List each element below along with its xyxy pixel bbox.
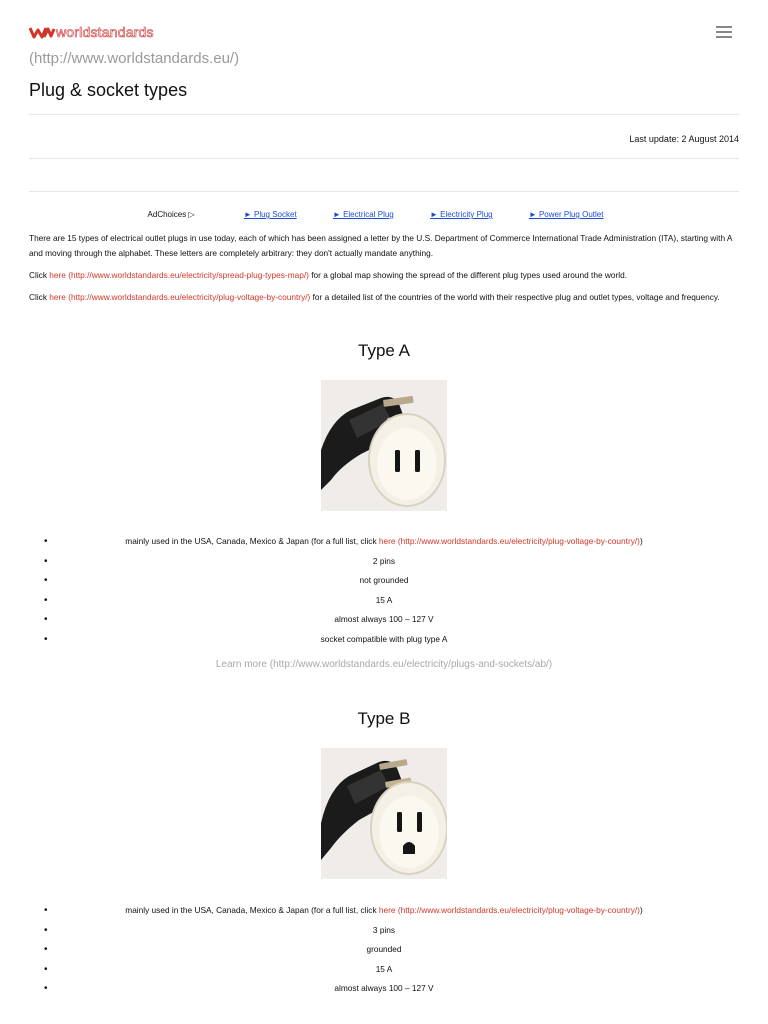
last-update: Last update: 2 August 2014 bbox=[629, 134, 739, 144]
bullet-dot-icon: • bbox=[44, 614, 48, 625]
worldstandards-logo-icon bbox=[29, 25, 55, 39]
list-item bbox=[0, 630, 768, 650]
type-a-learn-more-link[interactable]: Learn more (http://www.worldstandards.eu/electricity/plugs-and-sockets/ab/) bbox=[215, 659, 553, 670]
list-item bbox=[0, 532, 768, 552]
list-item bbox=[0, 571, 768, 591]
ad-link-plug-socket[interactable]: ► Plug Socket bbox=[243, 210, 297, 219]
bullet-text: socket compatible with plug type A bbox=[320, 633, 448, 644]
hamburger-menu-icon[interactable] bbox=[716, 26, 732, 40]
page-title: Plug & socket types bbox=[29, 80, 188, 100]
map-paragraph-prefix: Click bbox=[29, 270, 50, 280]
ad-link-electricity-plug[interactable]: ► Electricity Plug bbox=[429, 210, 493, 219]
bullet-dot-icon: • bbox=[44, 594, 48, 606]
bullet-text: ) bbox=[639, 905, 643, 915]
bullet-dot-icon: • bbox=[44, 633, 48, 645]
list-item bbox=[0, 591, 768, 611]
countries-link[interactable]: here (http://www.worldstandards.eu/electricity/plug-voltage-by-country/) bbox=[49, 292, 311, 302]
list-item bbox=[0, 552, 768, 572]
bullet-text: 15 A bbox=[375, 963, 393, 974]
list-item bbox=[0, 610, 768, 630]
divider bbox=[29, 114, 739, 115]
countries-paragraph-suffix: for a detailed list of the countries of the world with their respective plug and outlet types, voltage and frequency. bbox=[310, 292, 720, 302]
bullet-dot-icon: • bbox=[44, 575, 48, 586]
list-item bbox=[0, 940, 768, 960]
list-item bbox=[0, 901, 768, 921]
divider bbox=[29, 158, 739, 159]
list-item bbox=[0, 979, 768, 999]
bullet-dot-icon: • bbox=[44, 536, 48, 547]
ad-link-electrical-plug[interactable]: ► Electrical Plug bbox=[332, 210, 394, 219]
map-link[interactable]: here (http://www.worldstandards.eu/electricity/spread-plug-types-map/) bbox=[49, 270, 309, 280]
ad-link-power-plug-outlet[interactable]: ► Power Plug Outlet bbox=[528, 210, 604, 219]
ad-links-row bbox=[0, 210, 768, 219]
logo-url-link[interactable]: (http://www.worldstandards.eu/) bbox=[29, 50, 240, 67]
list-item bbox=[0, 921, 768, 941]
plug-voltage-link[interactable]: here (http://www.worldstandards.eu/electricity/plug-voltage-by-country/) bbox=[378, 905, 640, 915]
type-b-bullet-list bbox=[0, 901, 768, 999]
adchoices-label[interactable]: AdChoices ▷ bbox=[147, 210, 195, 219]
bullet-text: mainly used in the USA, Canada, Mexico & Japan (for a full list, click bbox=[125, 905, 379, 915]
countries-paragraph bbox=[29, 290, 741, 305]
bullet-dot-icon: • bbox=[44, 963, 48, 975]
bullet-text: ) bbox=[639, 536, 643, 546]
bullet-text: not grounded bbox=[359, 575, 409, 585]
bullet-dot-icon: • bbox=[44, 944, 48, 955]
bullet-text: grounded bbox=[366, 944, 402, 954]
list-item bbox=[0, 960, 768, 980]
map-paragraph bbox=[29, 268, 741, 283]
bullet-text: almost always 100 – 127 V bbox=[334, 614, 434, 624]
bullet-dot-icon: • bbox=[44, 924, 48, 936]
bullet-text: almost always 100 – 127 V bbox=[334, 983, 434, 993]
bullet-dot-icon: • bbox=[44, 983, 48, 994]
type-b-heading: Type B bbox=[357, 709, 411, 728]
bullet-dot-icon: • bbox=[44, 905, 48, 916]
site-logo[interactable] bbox=[29, 24, 154, 40]
bullet-dot-icon: • bbox=[44, 555, 48, 567]
type-a-bullet-list bbox=[0, 532, 768, 649]
bullet-text: 15 A bbox=[375, 594, 393, 605]
type-a-heading: Type A bbox=[358, 341, 410, 360]
logo-text: worldstandards bbox=[56, 24, 154, 40]
intro-paragraph: There are 15 types of electrical outlet plugs in use today, each of which has been assigned a letter by the U.S. Department of Commerce International Trade Administration (ITA), starting with A and moving through the alphabet. These letters are completely arbitrary: they don't actually mandate anything. bbox=[29, 233, 732, 258]
bullet-text: mainly used in the USA, Canada, Mexico & Japan (for a full list, click bbox=[125, 536, 379, 546]
divider bbox=[29, 191, 739, 192]
bullet-text: 2 pins bbox=[372, 555, 396, 566]
countries-paragraph-prefix: Click bbox=[29, 292, 50, 302]
plug-voltage-link[interactable]: here (http://www.worldstandards.eu/electricity/plug-voltage-by-country/) bbox=[378, 536, 640, 546]
type-b-plug-image bbox=[321, 748, 447, 879]
bullet-text: 3 pins bbox=[372, 924, 396, 935]
type-a-plug-image bbox=[321, 380, 447, 511]
map-paragraph-suffix: for a global map showing the spread of the different plug types used around the world. bbox=[308, 270, 628, 280]
